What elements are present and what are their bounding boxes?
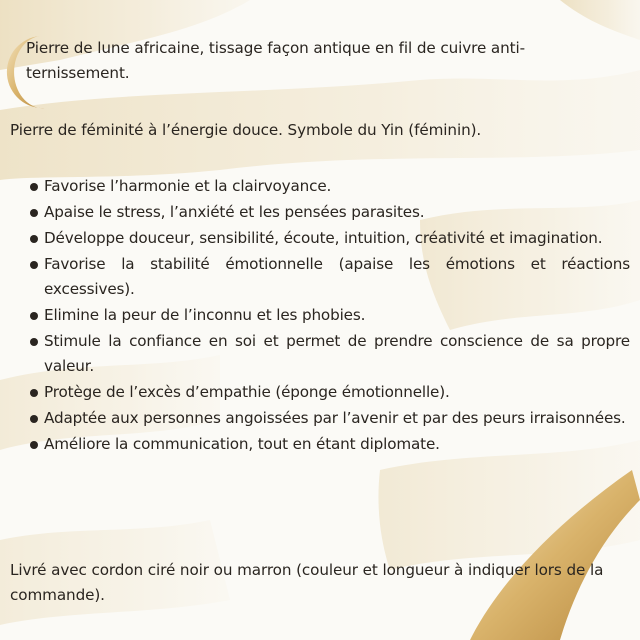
list-item: Protège de l’excès d’empathie (éponge émotionnelle). xyxy=(10,380,630,405)
intro-text: Pierre de lune africaine, tissage façon antique en fil de cuivre anti-ternissement. xyxy=(26,39,526,82)
list-item: Stimule la confiance en soi et permet de prendre conscience de sa propre valeur. xyxy=(10,329,630,379)
list-item: Elimine la peur de l’inconnu et les phobies. xyxy=(10,303,630,328)
list-item: Favorise l’harmonie et la clairvoyance. xyxy=(10,174,630,199)
list-item: Développe douceur, sensibilité, écoute, intuition, créativité et imagination. xyxy=(10,226,630,251)
energy-paragraph: Pierre de féminité à l’énergie douce. Symbole du Yin (féminin). xyxy=(10,121,482,139)
list-item: Favorise la stabilité émotionnelle (apaise les émotions et réactions excessives). xyxy=(10,252,630,302)
list-item: Apaise le stress, l’anxiété et les pensées parasites. xyxy=(10,200,630,225)
delivery-paragraph: Livré avec cordon ciré noir ou marron (couleur et longueur à indiquer lors de la commande). xyxy=(10,561,604,604)
list-item: Adaptée aux personnes angoissées par l’avenir et par des peurs irraisonnées. xyxy=(10,406,630,431)
benefits-list xyxy=(10,174,630,458)
list-item: Améliore la communication, tout en étant diplomate. xyxy=(10,432,630,457)
